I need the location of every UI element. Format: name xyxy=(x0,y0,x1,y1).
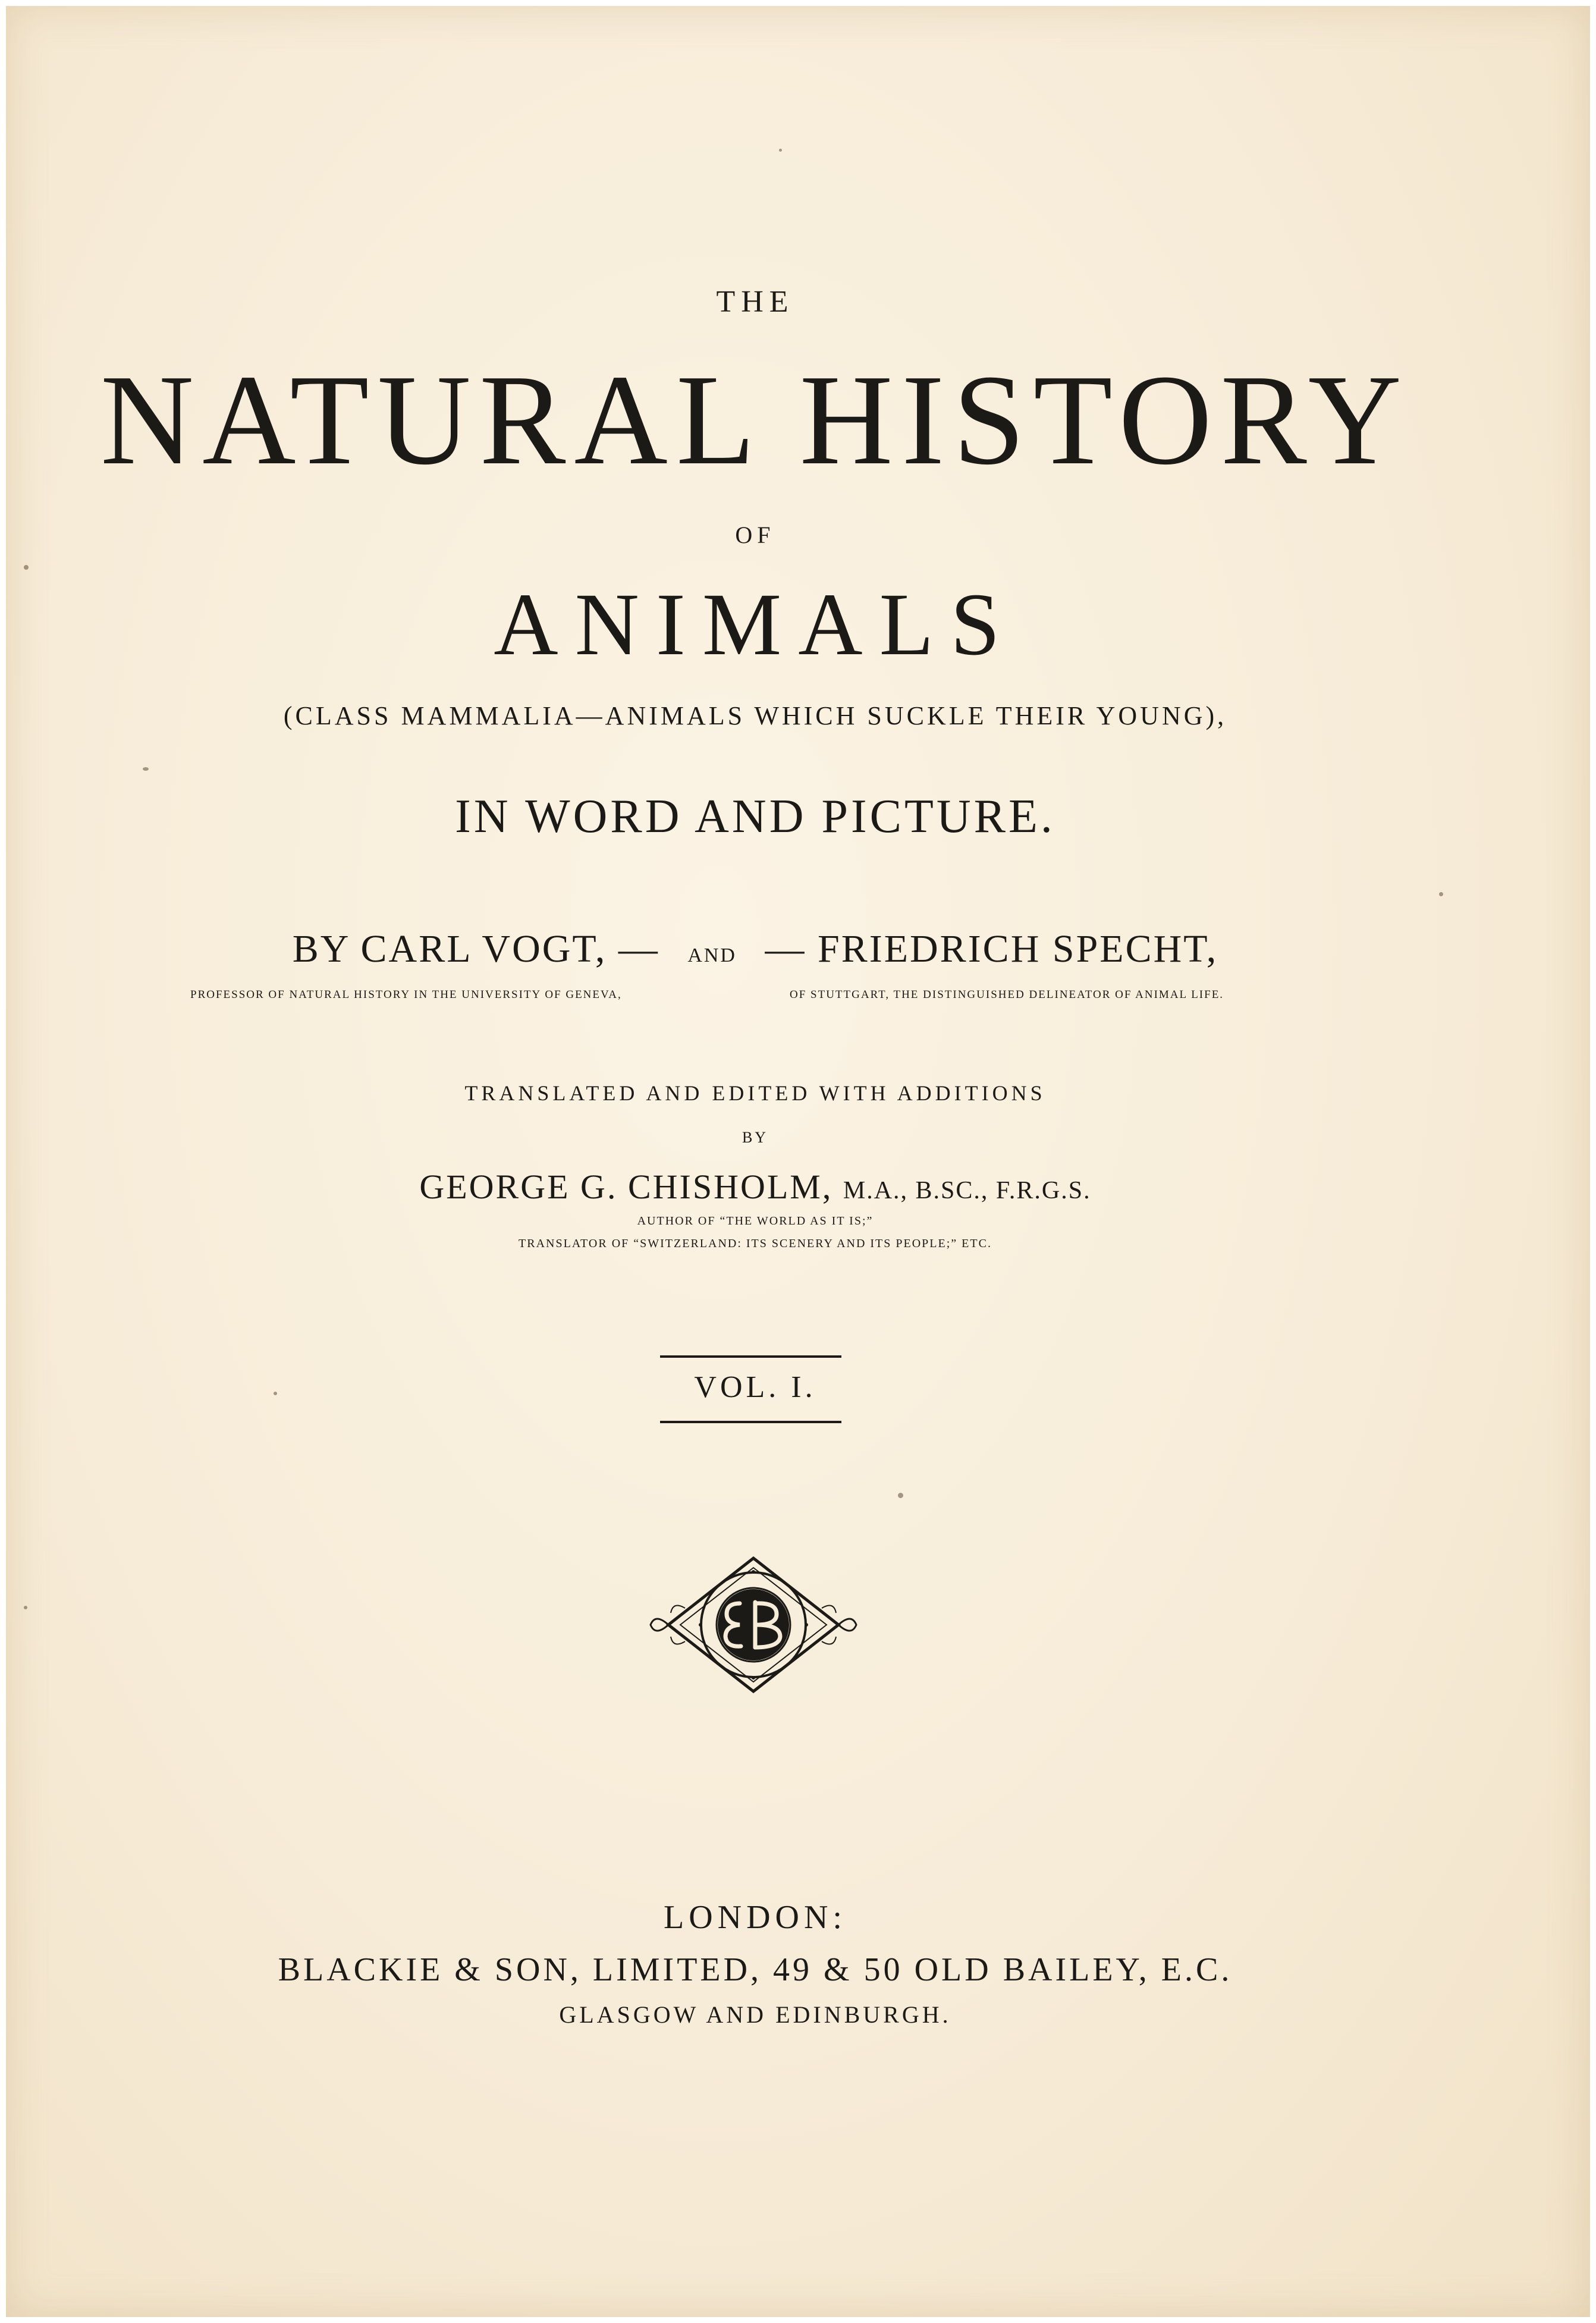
title-article: THE xyxy=(716,285,794,319)
dash-left: — xyxy=(618,927,659,971)
paper-speck xyxy=(143,767,149,771)
volume-rule-top xyxy=(660,1355,841,1358)
imprint-city: LONDON: xyxy=(664,1899,847,1936)
translator-line xyxy=(0,1167,1510,1207)
book-subtitle: IN WORD AND PICTURE. xyxy=(455,790,1055,843)
translator-author-of: AUTHOR OF “THE WORLD AS IT IS;” xyxy=(637,1214,874,1228)
publisher-emblem-icon xyxy=(649,1553,857,1696)
translated-note: TRANSLATED AND EDITED WITH ADDITIONS xyxy=(464,1081,1046,1105)
authors-row xyxy=(0,927,1510,972)
book-title: NATURAL HISTORY xyxy=(100,349,1410,492)
paper-speck xyxy=(779,149,782,152)
translator-translator-of: TRANSLATOR OF “SWITZERLAND: ITS SCENERY AND ITS PEOPLE;” ETC. xyxy=(519,1237,992,1250)
book-subject: ANIMALS xyxy=(494,575,1017,674)
imprint-other-cities: GLASGOW AND EDINBURGH. xyxy=(559,2001,951,2028)
translator-name: GEORGE G. CHISHOLM, xyxy=(419,1167,833,1206)
title-of: OF xyxy=(735,522,775,548)
paper-speck xyxy=(24,565,29,570)
author-name-vogt: CARL VOGT, xyxy=(360,927,607,971)
and-word: AND xyxy=(687,944,737,966)
paper-speck xyxy=(274,1392,277,1395)
volume-rule-bottom xyxy=(660,1421,841,1423)
author-vogt-description: PROFESSOR OF NATURAL HISTORY IN THE UNIVERSITY OF GENEVA, xyxy=(190,988,622,1001)
author-specht-description: OF STUTTGART, THE DISTINGUISHED DELINEATOR OF ANIMAL LIFE. xyxy=(790,988,1224,1001)
author-name-specht: FRIEDRICH SPECHT, xyxy=(818,927,1218,971)
volume-label: VOL. I. xyxy=(694,1370,816,1404)
paper-speck xyxy=(1439,892,1443,896)
translator-degrees: M.A., B.SC., F.R.G.S. xyxy=(843,1177,1091,1204)
dash-right: — xyxy=(765,927,806,971)
paper-speck xyxy=(898,1493,903,1498)
imprint-publisher: BLACKIE & SON, LIMITED, 49 & 50 OLD BAILEY, E.C. xyxy=(278,1951,1233,1988)
by-prefix: BY xyxy=(292,927,350,971)
class-note: (CLASS MAMMALIA—ANIMALS WHICH SUCKLE THEIR YOUNG), xyxy=(283,701,1227,730)
translator-by: BY xyxy=(742,1129,769,1146)
paper-speck xyxy=(24,1606,27,1609)
